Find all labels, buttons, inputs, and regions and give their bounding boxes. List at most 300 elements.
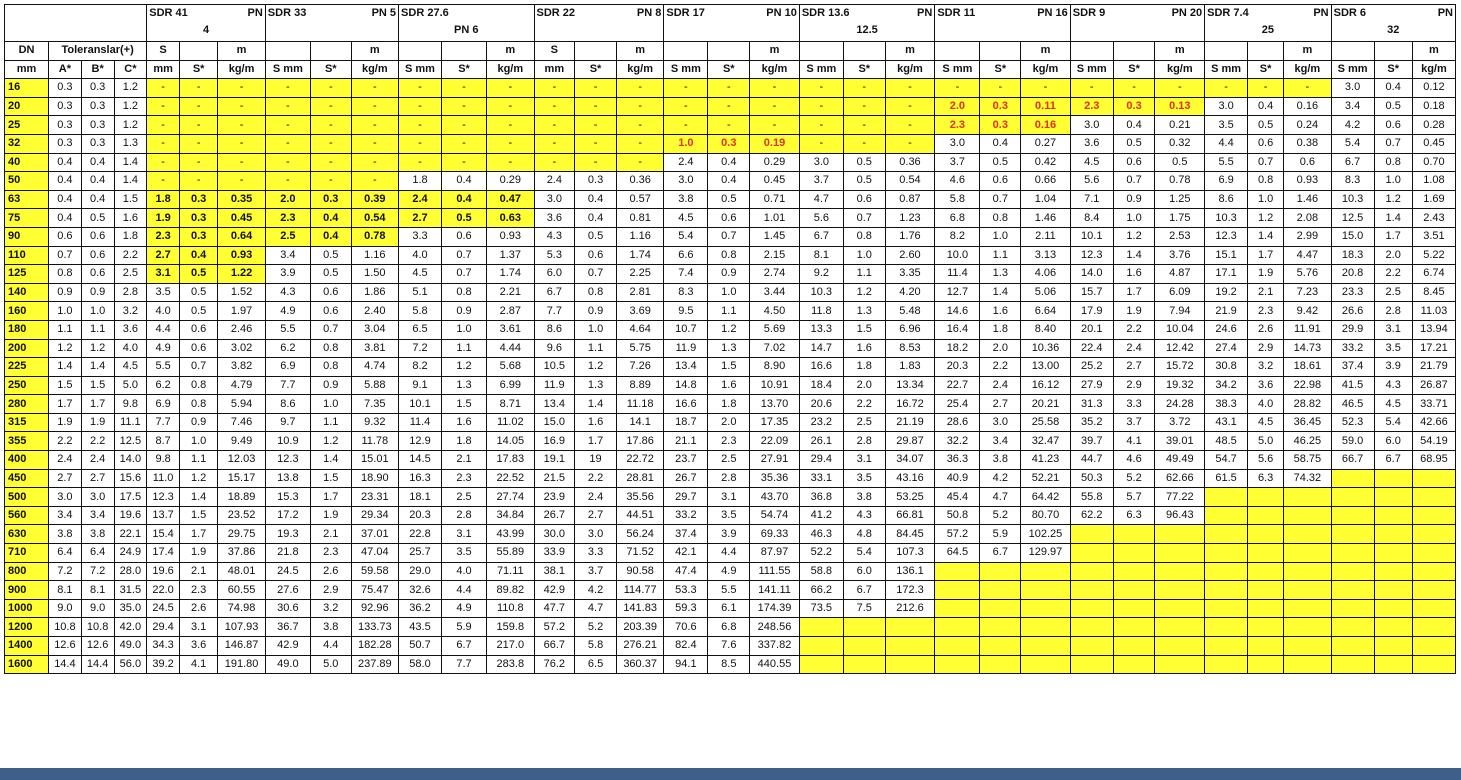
header-unit-cell (1205, 42, 1248, 61)
value-cell: 1.2 (1113, 227, 1155, 246)
value-cell: 5.5 (708, 581, 750, 600)
value-cell (1021, 618, 1071, 637)
tolerance-col-header: B* (81, 60, 114, 79)
table-row (5, 451, 1456, 470)
value-cell: 3.72 (1155, 413, 1205, 432)
value-cell: 0.8 (310, 358, 351, 377)
column-header: S* (980, 60, 1021, 79)
value-cell: 2.15 (750, 246, 800, 265)
value-cell: 0.28 (1412, 116, 1455, 135)
value-cell: 4.0 (147, 302, 180, 321)
value-cell: 0.4 (575, 209, 617, 228)
value-cell: 0.4 (708, 172, 750, 191)
value-cell: 58.75 (1284, 451, 1331, 470)
table-row (5, 339, 1456, 358)
value-cell: 6.7 (1374, 451, 1412, 470)
value-cell (843, 655, 885, 674)
value-cell (1331, 525, 1374, 544)
value-cell: 11.91 (1284, 320, 1331, 339)
header-unit-cell (935, 42, 980, 61)
value-cell: - (399, 97, 442, 116)
value-cell (1248, 618, 1284, 637)
value-cell: 0.8 (575, 283, 617, 302)
value-cell: 15.1 (1205, 246, 1248, 265)
value-cell: 28.82 (1284, 395, 1331, 414)
header-unit-cell (265, 42, 310, 61)
value-cell: 74.98 (218, 599, 265, 618)
value-cell: 2.3 (1070, 97, 1113, 116)
value-cell: 1.4 (179, 488, 217, 507)
group-sdr-label: SDR 13.6 (801, 7, 850, 19)
column-header: S mm (664, 60, 708, 79)
value-cell: 3.0 (1205, 97, 1248, 116)
value-cell: 33.71 (1412, 395, 1455, 414)
value-cell: 0.45 (1412, 134, 1455, 153)
value-cell: 17.83 (487, 451, 534, 470)
value-cell: 3.81 (351, 339, 398, 358)
value-cell: 7.5 (843, 599, 885, 618)
tolerance-cell: 3.8 (81, 525, 114, 544)
value-cell: 39.7 (1070, 432, 1113, 451)
value-cell: 4.47 (1284, 246, 1331, 265)
value-cell: 1.7 (1248, 246, 1284, 265)
value-cell: 66.7 (534, 637, 575, 656)
value-cell: 15.0 (534, 413, 575, 432)
value-cell: 37.01 (351, 525, 398, 544)
tolerance-cell: 0.3 (81, 116, 114, 135)
value-cell: 0.3 (708, 134, 750, 153)
value-cell (1205, 599, 1248, 618)
table-row (5, 655, 1456, 674)
tolerance-cell: 1.0 (49, 302, 82, 321)
value-cell: 10.04 (1155, 320, 1205, 339)
value-cell: 2.0 (708, 413, 750, 432)
value-cell: - (664, 79, 708, 98)
group-pn-label: PN (247, 7, 263, 19)
table-row (5, 209, 1456, 228)
tolerance-cell: 0.3 (49, 97, 82, 116)
value-cell: 12.3 (265, 451, 310, 470)
value-cell: 5.6 (1070, 172, 1113, 191)
value-cell (1374, 544, 1412, 563)
value-cell: 22.09 (750, 432, 800, 451)
value-cell: 18.7 (664, 413, 708, 432)
column-header: S mm (1331, 60, 1374, 79)
value-cell: 30.0 (534, 525, 575, 544)
value-cell: 19.32 (1155, 376, 1205, 395)
value-cell (980, 562, 1021, 581)
value-cell (1113, 544, 1155, 563)
value-cell: 26.87 (1412, 376, 1455, 395)
value-cell: 23.9 (534, 488, 575, 507)
value-cell (1412, 488, 1455, 507)
value-cell: 1.1 (179, 451, 217, 470)
value-cell: - (843, 134, 885, 153)
tolerance-col-header: C* (114, 60, 147, 79)
value-cell: 30.6 (265, 599, 310, 618)
header-unit-cell: m (218, 42, 265, 61)
dn-cell: 16 (5, 79, 49, 98)
value-cell: - (664, 97, 708, 116)
value-cell: 0.13 (1155, 97, 1205, 116)
value-cell: 8.2 (399, 358, 442, 377)
value-cell: 15.0 (1331, 227, 1374, 246)
value-cell: 1.4 (575, 395, 617, 414)
value-cell (1155, 599, 1205, 618)
value-cell: 10.0 (935, 246, 980, 265)
value-cell: 11.0 (147, 469, 180, 488)
tolerance-cell: 17.5 (114, 488, 147, 507)
value-cell: 3.0 (1070, 116, 1113, 135)
value-cell (1374, 637, 1412, 656)
value-cell (1331, 637, 1374, 656)
value-cell: 7.7 (265, 376, 310, 395)
value-cell: - (1248, 79, 1284, 98)
column-header: kg/m (1412, 60, 1455, 79)
value-cell: 0.63 (487, 209, 534, 228)
value-cell: 0.35 (218, 190, 265, 209)
value-cell: - (750, 97, 800, 116)
value-cell: 1.0 (575, 320, 617, 339)
value-cell: 89.82 (487, 581, 534, 600)
tolerance-cell: 0.6 (81, 227, 114, 246)
value-cell: - (487, 116, 534, 135)
value-cell (1374, 488, 1412, 507)
tolerance-cell: 0.9 (49, 283, 82, 302)
value-cell: 114.77 (616, 581, 663, 600)
value-cell: 29.0 (399, 562, 442, 581)
value-cell: 8.5 (708, 655, 750, 674)
value-cell: 16.9 (534, 432, 575, 451)
value-cell: 1.2 (441, 358, 486, 377)
value-cell: 19.2 (1205, 283, 1248, 302)
value-cell: 4.5 (1248, 413, 1284, 432)
table-row (5, 172, 1456, 191)
value-cell: 0.7 (575, 265, 617, 284)
value-cell: 6.99 (487, 376, 534, 395)
value-cell: 2.5 (265, 227, 310, 246)
value-cell: 3.1 (179, 618, 217, 637)
value-cell (1113, 618, 1155, 637)
dn-cell: 32 (5, 134, 49, 153)
value-cell: 13.3 (799, 320, 843, 339)
value-cell: 10.5 (534, 358, 575, 377)
column-header: S mm (265, 60, 310, 79)
value-cell: - (885, 134, 935, 153)
tolerance-cell: 31.5 (114, 581, 147, 600)
value-cell: - (750, 116, 800, 135)
value-cell: 0.93 (1284, 172, 1331, 191)
value-cell: 6.2 (147, 376, 180, 395)
value-cell: 10.36 (1021, 339, 1071, 358)
value-cell: 0.87 (885, 190, 935, 209)
value-cell (1155, 655, 1205, 674)
value-cell (1248, 562, 1284, 581)
value-cell (1070, 562, 1113, 581)
value-cell (1331, 562, 1374, 581)
value-cell: - (218, 79, 265, 98)
value-cell: - (799, 116, 843, 135)
column-header: S* (575, 60, 617, 79)
value-cell: 47.7 (534, 599, 575, 618)
value-cell: 2.7 (575, 506, 617, 525)
value-cell: 9.2 (799, 265, 843, 284)
tolerance-cell: 2.4 (49, 451, 82, 470)
value-cell: 0.5 (575, 227, 617, 246)
value-cell: 1.5 (843, 320, 885, 339)
value-cell: 3.9 (1374, 358, 1412, 377)
value-cell: 35.36 (750, 469, 800, 488)
group-header-4 (664, 5, 799, 42)
value-cell: - (534, 116, 575, 135)
value-cell: 1.2 (310, 432, 351, 451)
value-cell: 3.76 (1155, 246, 1205, 265)
value-cell: 1.46 (1284, 190, 1331, 209)
value-cell: 0.5 (310, 265, 351, 284)
value-cell: 1.0 (179, 432, 217, 451)
value-cell: 2.1 (310, 525, 351, 544)
value-cell: 34.07 (885, 451, 935, 470)
value-cell: 0.5 (441, 209, 486, 228)
value-cell: 3.9 (708, 525, 750, 544)
value-cell: 5.8 (399, 302, 442, 321)
group-pn-label: PN 8 (636, 7, 662, 19)
value-cell: 1.5 (179, 506, 217, 525)
value-cell: 6.0 (1374, 432, 1412, 451)
value-cell (1412, 525, 1455, 544)
value-cell: 212.6 (885, 599, 935, 618)
value-cell: 0.71 (750, 190, 800, 209)
column-header: kg/m (487, 60, 534, 79)
tolerances-header: Toleranslar(+) (49, 42, 147, 61)
tolerance-cell: 3.6 (114, 320, 147, 339)
value-cell: 8.4 (1070, 209, 1113, 228)
tolerance-cell: 1.2 (114, 116, 147, 135)
value-cell: 8.6 (534, 320, 575, 339)
header-unit-cell (1248, 42, 1284, 61)
header-unit-cell: m (1155, 42, 1205, 61)
table-row (5, 376, 1456, 395)
value-cell: - (310, 172, 351, 191)
value-cell (1205, 488, 1248, 507)
value-cell: - (1113, 79, 1155, 98)
header-row-groups (5, 5, 1456, 42)
value-cell: 2.53 (1155, 227, 1205, 246)
value-cell: - (534, 97, 575, 116)
header-unit-cell (843, 42, 885, 61)
value-cell: 66.81 (885, 506, 935, 525)
value-cell: 0.6 (179, 320, 217, 339)
value-cell: 30.8 (1205, 358, 1248, 377)
value-cell: 0.7 (980, 190, 1021, 209)
value-cell: 42.1 (664, 544, 708, 563)
header-unit-cell (399, 42, 442, 61)
value-cell: 7.7 (534, 302, 575, 321)
dn-cell: 110 (5, 246, 49, 265)
value-cell: 3.44 (750, 283, 800, 302)
value-cell: 0.6 (1374, 116, 1412, 135)
value-cell: 1.4 (980, 283, 1021, 302)
value-cell: 9.42 (1284, 302, 1331, 321)
value-cell: 5.9 (441, 618, 486, 637)
value-cell: 1.6 (575, 413, 617, 432)
value-cell: 22.72 (616, 451, 663, 470)
value-cell: 29.4 (799, 451, 843, 470)
value-cell: 26.7 (664, 469, 708, 488)
value-cell: 1.16 (616, 227, 663, 246)
value-cell: 0.7 (1248, 153, 1284, 172)
value-cell (1113, 655, 1155, 674)
value-cell (885, 655, 935, 674)
value-cell: 1.0 (1248, 190, 1284, 209)
value-cell (1205, 506, 1248, 525)
value-cell: 4.44 (487, 339, 534, 358)
value-cell: 1.22 (218, 265, 265, 284)
value-cell: 32.2 (935, 432, 980, 451)
value-cell (1021, 599, 1071, 618)
value-cell: 3.0 (1331, 79, 1374, 98)
value-cell: - (534, 134, 575, 153)
value-cell: 8.3 (1331, 172, 1374, 191)
group-pn-label: PN (917, 7, 933, 19)
value-cell: 75.47 (351, 581, 398, 600)
value-cell: - (310, 97, 351, 116)
group-header-5 (799, 5, 934, 42)
value-cell: 45.4 (935, 488, 980, 507)
value-cell: - (799, 79, 843, 98)
value-cell: 14.0 (1070, 265, 1113, 284)
value-cell: 0.8 (843, 227, 885, 246)
tolerance-cell: 12.5 (114, 432, 147, 451)
header-unit-cell: m (750, 42, 800, 61)
value-cell: 129.97 (1021, 544, 1071, 563)
dn-cell: 1000 (5, 599, 49, 618)
value-cell: 10.3 (1205, 209, 1248, 228)
value-cell: 4.4 (441, 581, 486, 600)
value-cell: 2.99 (1284, 227, 1331, 246)
value-cell: 6.8 (935, 209, 980, 228)
table-row (5, 488, 1456, 507)
value-cell: 2.9 (1248, 339, 1284, 358)
value-cell: 54.19 (1412, 432, 1455, 451)
dn-cell: 200 (5, 339, 49, 358)
value-cell: 13.70 (750, 395, 800, 414)
value-cell: 0.3 (980, 97, 1021, 116)
value-cell: 1.52 (218, 283, 265, 302)
value-cell: 1.1 (310, 413, 351, 432)
value-cell: 59.58 (351, 562, 398, 581)
value-cell: - (265, 172, 310, 191)
value-cell: 2.46 (218, 320, 265, 339)
value-cell: - (218, 172, 265, 191)
value-cell: 0.70 (1412, 153, 1455, 172)
value-cell (1248, 544, 1284, 563)
group-sdr-label: SDR 7.4 (1207, 7, 1249, 19)
tolerance-cell: 2.2 (49, 432, 82, 451)
value-cell: 2.0 (980, 339, 1021, 358)
value-cell: 1.5 (310, 469, 351, 488)
value-cell: 22.4 (1070, 339, 1113, 358)
value-cell (1070, 525, 1113, 544)
value-cell: 1.0 (441, 320, 486, 339)
value-cell: 24.28 (1155, 395, 1205, 414)
value-cell: 5.69 (750, 320, 800, 339)
value-cell: 2.4 (664, 153, 708, 172)
value-cell: 0.32 (1155, 134, 1205, 153)
value-cell: 4.5 (399, 265, 442, 284)
value-cell: 33.1 (799, 469, 843, 488)
tolerance-cell: 1.0 (81, 302, 114, 321)
value-cell: 25.58 (1021, 413, 1071, 432)
column-header: mm (147, 60, 180, 79)
value-cell: 5.3 (534, 246, 575, 265)
value-cell: 44.51 (616, 506, 663, 525)
column-header: kg/m (1284, 60, 1331, 79)
value-cell: 4.4 (1205, 134, 1248, 153)
value-cell: 0.3 (575, 172, 617, 191)
value-cell: 1.8 (399, 172, 442, 191)
value-cell: 14.7 (799, 339, 843, 358)
value-cell: 1.1 (843, 265, 885, 284)
value-cell (1070, 544, 1113, 563)
value-cell: 0.7 (441, 265, 486, 284)
value-cell (1205, 562, 1248, 581)
value-cell: 13.8 (265, 469, 310, 488)
value-cell: 59.3 (664, 599, 708, 618)
value-cell: 20.6 (799, 395, 843, 414)
value-cell: 0.7 (179, 358, 217, 377)
value-cell: 38.1 (534, 562, 575, 581)
value-cell: 159.8 (487, 618, 534, 637)
value-cell: 1.86 (351, 283, 398, 302)
header-unit-cell: m (885, 42, 935, 61)
dn-cell: 450 (5, 469, 49, 488)
value-cell: 8.40 (1021, 320, 1071, 339)
value-cell: 6.9 (1205, 172, 1248, 191)
value-cell: 2.8 (843, 432, 885, 451)
value-cell: 16.12 (1021, 376, 1071, 395)
value-cell: 10.91 (750, 376, 800, 395)
header-unit-cell (575, 42, 617, 61)
value-cell (935, 655, 980, 674)
value-cell: 133.73 (351, 618, 398, 637)
dn-cell: 500 (5, 488, 49, 507)
value-cell (1331, 581, 1374, 600)
value-cell: 10.9 (265, 432, 310, 451)
value-cell: - (441, 97, 486, 116)
value-cell: 20.3 (399, 506, 442, 525)
value-cell (1284, 544, 1331, 563)
tolerance-cell: 1.6 (114, 209, 147, 228)
value-cell (1412, 581, 1455, 600)
tolerance-cell: 1.1 (49, 320, 82, 339)
value-cell: 0.5 (708, 190, 750, 209)
tolerance-cell: 1.2 (114, 79, 147, 98)
value-cell: 21.19 (885, 413, 935, 432)
column-header: S* (1374, 60, 1412, 79)
value-cell: - (843, 116, 885, 135)
value-cell: 7.6 (708, 637, 750, 656)
value-cell: 0.5 (1155, 153, 1205, 172)
value-cell: 0.29 (487, 172, 534, 191)
value-cell: 5.06 (1021, 283, 1071, 302)
header-unit-cell: m (487, 42, 534, 61)
value-cell: 12.7 (935, 283, 980, 302)
value-cell: 1.6 (1113, 265, 1155, 284)
value-cell: 1.8 (708, 395, 750, 414)
value-cell: 2.4 (575, 488, 617, 507)
value-cell: 14.73 (1284, 339, 1331, 358)
